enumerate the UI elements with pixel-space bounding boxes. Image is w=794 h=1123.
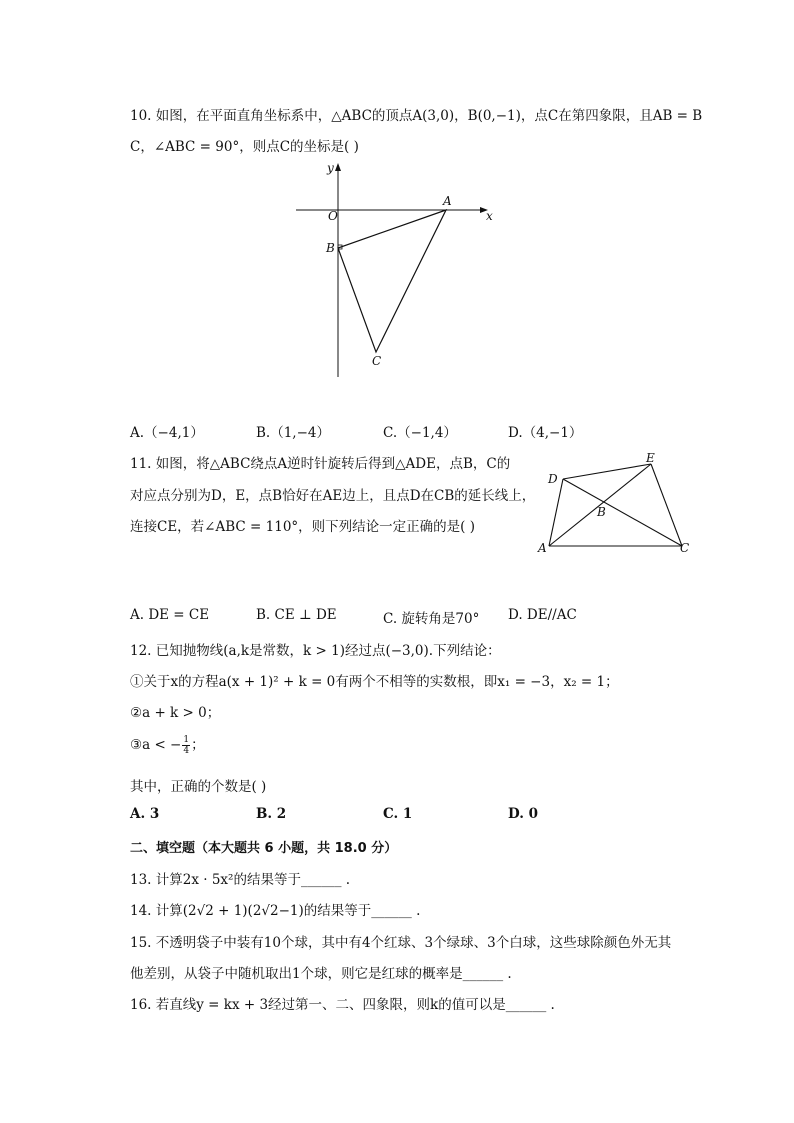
q11-point-d-label: D — [548, 472, 558, 486]
section-heading-fill-in: 二、填空题（本大题共 6 小题，共 18.0 分） — [130, 841, 398, 856]
q10-line2: C，∠ABC = 90°，则点C的坐标是( ) — [130, 139, 359, 155]
q12-line1: 12. 已知抛物线(a,k是常数，k > 1)经过点(−3,0).下列结论： — [130, 643, 501, 659]
point-c-label: C — [372, 354, 382, 368]
q11-point-c-label: C — [680, 541, 690, 555]
q10-option-c[interactable]: C.（−1,4） — [383, 425, 457, 441]
q15-line2: 他差别，从袋子中随机取出1个球，则它是红球的概率是______ . — [130, 966, 512, 982]
y-axis-arrow — [335, 163, 341, 171]
q12-option-c[interactable]: C. 1 — [383, 806, 413, 822]
q12-fraction-den: 4 — [183, 746, 190, 756]
q11-option-b[interactable]: B. CE ⊥ DE — [256, 607, 337, 623]
q10-option-a[interactable]: A.（−4,1） — [130, 425, 204, 441]
q10-option-b[interactable]: B.（1,−4） — [256, 425, 330, 441]
origin-label: O — [328, 209, 338, 223]
q13: 13. 计算2x · 5x²的结果等于______ . — [130, 872, 351, 888]
segment-de — [563, 464, 651, 479]
q12-statement-2: ②a + k > 0； — [130, 705, 221, 721]
q11-line3: 连接CE，若∠ABC = 110°，则下列结论一定正确的是( ) — [130, 519, 475, 535]
q11-point-e-label: E — [646, 451, 655, 465]
q12-option-a[interactable]: A. 3 — [130, 806, 160, 822]
q12-question: 其中，正确的个数是( ) — [130, 779, 267, 795]
q14: 14. 计算(2√2 + 1)(2√2−1)的结果等于______ . — [130, 903, 421, 919]
q12-option-b[interactable]: B. 2 — [256, 806, 287, 822]
triangle-abc — [338, 210, 446, 352]
q12-statement-1: ①关于x的方程a(x + 1)² + k = 0有两个不相等的实数根，即x₁ = −3，x₂ = 1； — [130, 674, 619, 690]
segment-dc — [563, 479, 682, 546]
q11-option-a[interactable]: A. DE = CE — [130, 607, 210, 623]
q15-line1: 15. 不透明袋子中装有10个球，其中有4个红球、3个绿球、3个白球，这些球除颜色外无其 — [130, 935, 672, 951]
q11-line1: 11. 如图，将△ABC绕点A逆时针旋转后得到△ADE，点B，C的 — [130, 456, 511, 472]
segment-ec — [651, 464, 682, 546]
q12-statement-3 — [130, 733, 205, 756]
q11-line2: 对应点分别为D，E，点B恰好在AE边上，且点D在CB的延长线上， — [130, 488, 536, 504]
q11-point-b-label: B — [597, 505, 606, 519]
q11-point-a-label: A — [538, 541, 547, 555]
q12-fraction — [182, 735, 190, 756]
q12-fraction-num: 1 — [183, 735, 190, 745]
y-axis-label: y — [327, 161, 334, 175]
q12-s3-prefix: ③a < − — [130, 737, 182, 753]
point-a-label: A — [443, 194, 452, 208]
q11-option-d[interactable]: D. DE//AC — [508, 607, 577, 623]
q11-figure — [530, 448, 700, 563]
q10-line1: 10. 如图，在平面直角坐标系中，△ABC的顶点A(3,0)，B(0,−1)，点C在第四象限，且AB = B — [130, 108, 703, 124]
q10-figure — [290, 155, 510, 385]
q12-option-d[interactable]: D. 0 — [508, 806, 539, 822]
q11-option-c[interactable]: C. 旋转角是70° — [383, 611, 480, 627]
q12-s3-suffix: ； — [191, 737, 205, 753]
q16: 16. 若直线y = kx + 3经过第一、二、四象限，则k的值可以是______ . — [130, 997, 555, 1013]
x-axis-label: x — [486, 209, 493, 223]
q10-option-d[interactable]: D.（4,−1） — [508, 425, 583, 441]
point-b-label: B — [326, 241, 335, 255]
